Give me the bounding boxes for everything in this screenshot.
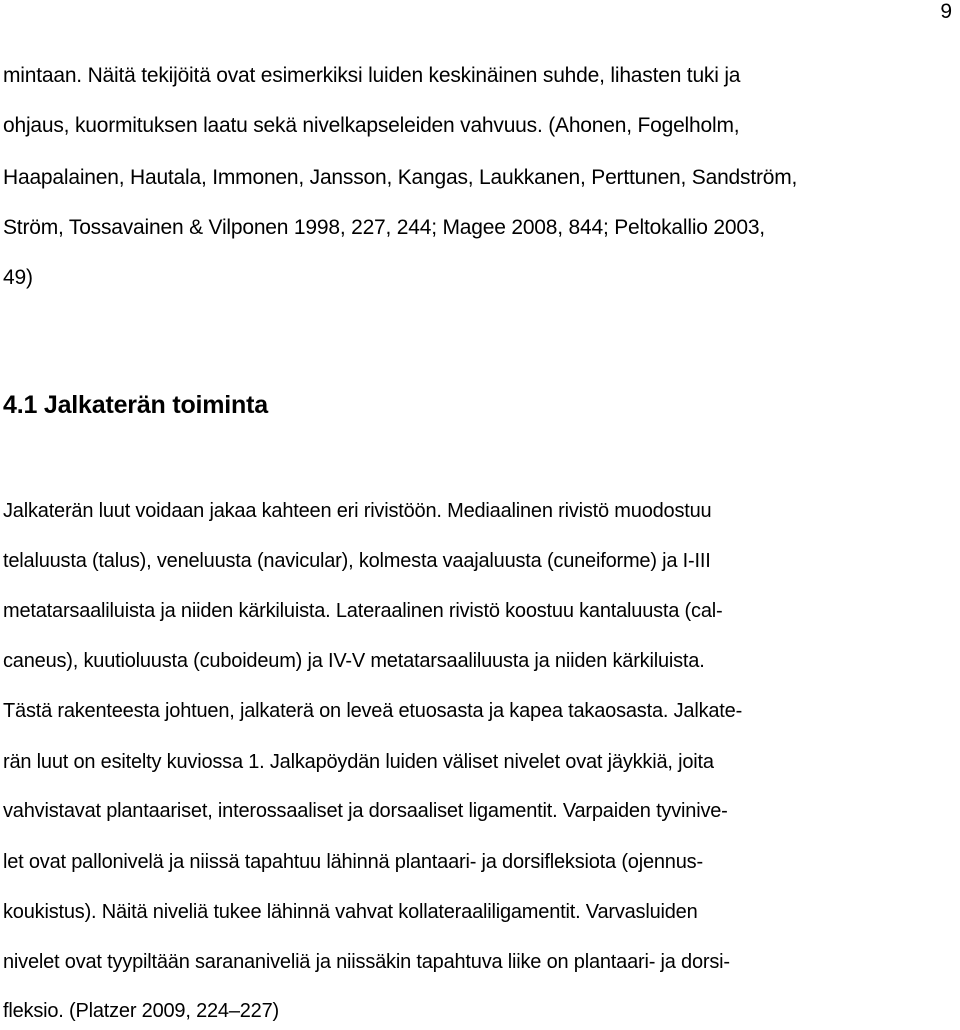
section-heading: 4.1 Jalkaterän toiminta xyxy=(3,391,268,419)
paragraph-line: nivelet ovat tyypiltään sarananiveliä ja niissäkin tapahtuva liike on plantaari- ja dorsi- xyxy=(3,951,730,973)
paragraph-line: rän luut on esitelty kuviossa 1. Jalkapöydän luiden väliset nivelet ovat jäykkiä, joita xyxy=(3,751,714,773)
paragraph-line: fleksio. (Platzer 2009, 224–227) xyxy=(3,1000,279,1022)
paragraph-line: Haapalainen, Hautala, Immonen, Jansson, Kangas, Laukkanen, Perttunen, Sandström, xyxy=(3,166,798,189)
paragraph-line: mintaan. Näitä tekijöitä ovat esimerkiksi luiden keskinäinen suhde, lihasten tuki ja xyxy=(3,64,741,87)
paragraph-line: Tästä rakenteesta johtuen, jalkaterä on leveä etuosasta ja kapea takaosasta. Jalkate- xyxy=(3,700,743,722)
paragraph-line: vahvistavat plantaariset, interossaaliset ja dorsaaliset ligamentit. Varpaiden tyvinive- xyxy=(3,800,728,822)
paragraph-line: Jalkaterän luut voidaan jakaa kahteen eri rivistöön. Mediaalinen rivistö muodostuu xyxy=(3,500,712,522)
paragraph-line: caneus), kuutioluusta (cuboideum) ja IV-V metatarsaaliluusta ja niiden kärkiluista. xyxy=(3,650,705,672)
paragraph-line: metatarsaaliluista ja niiden kärkiluista. Lateraalinen rivistö koostuu kantaluusta (cal- xyxy=(3,600,723,622)
paragraph-line: ohjaus, kuormituksen laatu sekä nivelkapseleiden vahvuus. (Ahonen, Fogelholm, xyxy=(3,114,740,137)
paragraph-line: Ström, Tossavainen & Vilponen 1998, 227, 244; Magee 2008, 844; Peltokallio 2003, xyxy=(3,216,765,239)
paragraph-line: koukistus). Näitä niveliä tukee lähinnä vahvat kollateraaliligamentit. Varvasluiden xyxy=(3,901,698,923)
paragraph-line: 49) xyxy=(3,266,33,289)
page-number: 9 xyxy=(940,0,952,23)
paragraph-line: let ovat pallonivelä ja niissä tapahtuu lähinnä plantaari- ja dorsifleksiota (ojennus- xyxy=(3,851,703,873)
paragraph-line: telaluusta (talus), veneluusta (navicular), kolmesta vaajaluusta (cuneiforme) ja I-III xyxy=(3,550,711,572)
